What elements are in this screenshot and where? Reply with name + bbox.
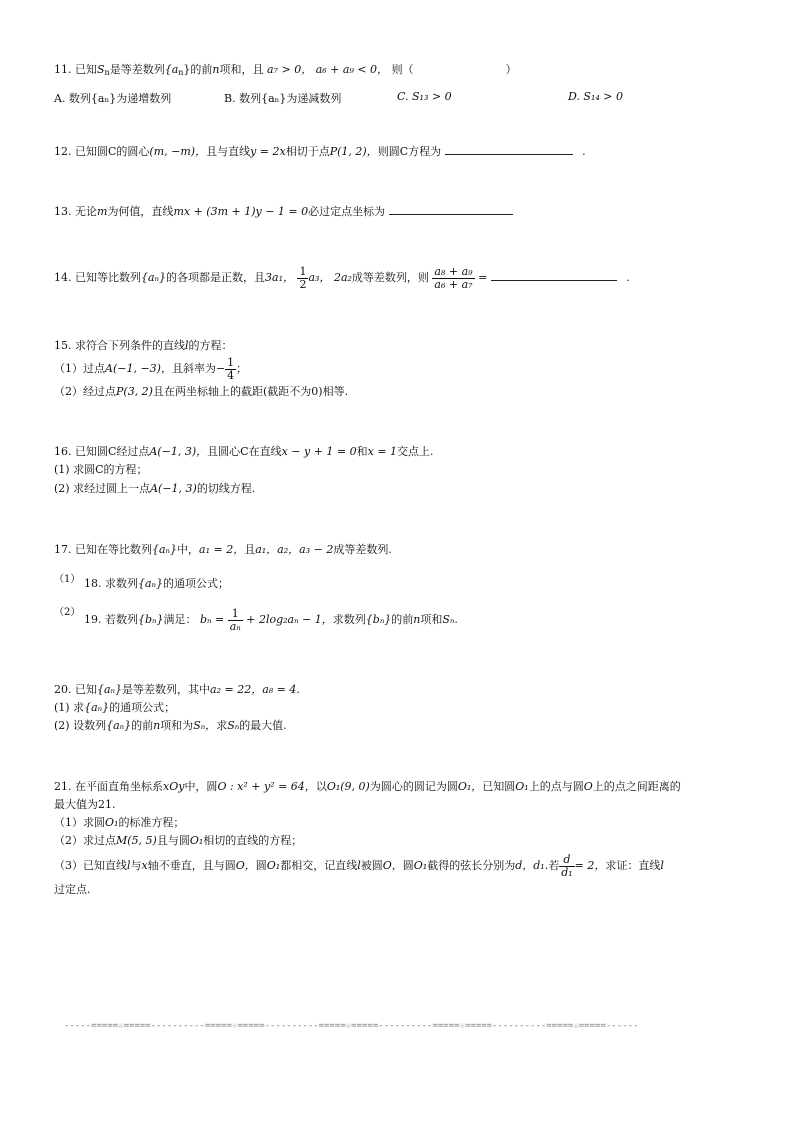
question-15-part-1: （1）过点A(−1, −3)，且斜率为− $\frac{1}{4}$ ； xyxy=(54,355,248,382)
fraction-quarter: $\frac{1}{4}$ xyxy=(227,355,235,382)
question-14: 14. 已知等比数列{aₙ}的各项都是正数，且3a₁， $\frac{1}{2}$ a₃， 2a₂成等差数列，则 $\frac{\text{a₈ + a₉}}{\text{a₆ + a₇}}$ = . xyxy=(54,264,630,291)
subpart-label-2: （2） xyxy=(54,607,81,618)
question-16-part-1: (1) 求圆C的方程； xyxy=(54,463,148,476)
question-16-part-2: (2) 求经过圆上一点A(−1, 3)的切线方程. xyxy=(54,482,256,495)
fraction-one-over-an: $\frac{1}{\text{aₙ}}$ xyxy=(229,606,241,633)
footer-divider: -----=====☆=====----------=====☆=====----------=====☆=====----------=====☆=====----------=====☆=====------ xyxy=(64,1021,639,1031)
subpart-label-1: （1） xyxy=(54,574,81,585)
question-20-part-2: (2) 设数列{aₙ}的前n项和为Sₙ，求Sₙ的最大值. xyxy=(54,719,287,732)
question-16: 16. 已知圆C经过点A(−1, 3)，且圆心C在直线x − y + 1 = 0和x = 1交点上. xyxy=(54,445,434,458)
option-d[interactable]: D. S₁₄ > 0 xyxy=(568,90,623,103)
question-20: 20. 已知{aₙ}是等差数列，其中a₂ = 22，a₈ = 4. xyxy=(54,683,300,696)
option-c[interactable]: C. S₁₃ > 0 xyxy=(397,90,452,103)
question-15: 15. 求符合下列条件的直线l的方程： xyxy=(54,339,233,352)
question-11: 11. 已知$S_n$是等差数列$\{a_n\}$的前n项和，且 a₇ > 0， a₆ + a₉ < 0， 则（ ） xyxy=(54,63,517,77)
question-15-part-2: （2）经过点P(3, 2)且在两坐标轴上的截距(截距不为0)相等. xyxy=(54,385,349,398)
question-21-part-1: （1）求圆O₁的标准方程； xyxy=(54,816,185,829)
question-18: 18. 求数列{aₙ}的通项公式； xyxy=(84,577,230,590)
fraction-ratio: $\frac{\text{a₈ + a₉}}{\text{a₆ + a₇}}$ xyxy=(434,264,473,291)
answer-blank-12[interactable] xyxy=(445,144,573,155)
answer-blank-13[interactable] xyxy=(389,204,513,215)
answer-blank-14[interactable] xyxy=(491,270,617,281)
question-20-part-1: (1) 求{aₙ}的通项公式； xyxy=(54,701,176,714)
fraction-half: $\frac{1}{2}$ xyxy=(299,264,307,291)
question-21: 21. 在平面直角坐标系xOy中，圆O : x² + y² = 64，以O₁(9, 0)为圆心的圆记为圆O₁，已知圆O₁上的点与圆O上的点之间距离的 xyxy=(54,780,681,793)
question-21-line-4: 过定点. xyxy=(54,883,91,896)
question-17: 17. 已知在等比数列{aₙ}中，a₁ = 2，且a₁，a₂，a₃ − 2成等差数列. xyxy=(54,543,392,556)
question-12: 12. 已知圆C的圆心(m, −m)，且与直线y = 2x相切于点P(1, 2)，则圆C方程为 . xyxy=(54,145,586,158)
option-b[interactable]: B. 数列{aₙ}为递减数列 xyxy=(224,92,342,105)
option-a[interactable]: A. 数列{aₙ}为递增数列 xyxy=(54,92,172,105)
question-19: 19. 若数列{bₙ}满足： bₙ = $\frac{1}{\text{aₙ}}$ + 2log₂aₙ − 1，求数列{bₙ}的前n项和Sₙ. xyxy=(84,606,458,633)
question-21-part-3: （3）已知直线l与x轴不垂直，且与圆O，圆O₁都相交，记直线l被圆O，圆O₁截得的弦长分别为d，d₁.若 $\frac{d}{\text{d₁}}$ = 2，求证：直线l xyxy=(54,852,664,879)
question-13: 13. 无论m为何值，直线mx + (3m + 1)y − 1 = 0必过定点坐标为 xyxy=(54,204,513,220)
question-21-line-2: 最大值为21. xyxy=(54,798,116,811)
fraction-d-over-d1: $\frac{d}{\text{d₁}}$ xyxy=(561,852,573,879)
question-21-part-2: （2）求过点M(5, 5)且与圆O₁相切的直线的方程； xyxy=(54,834,303,847)
